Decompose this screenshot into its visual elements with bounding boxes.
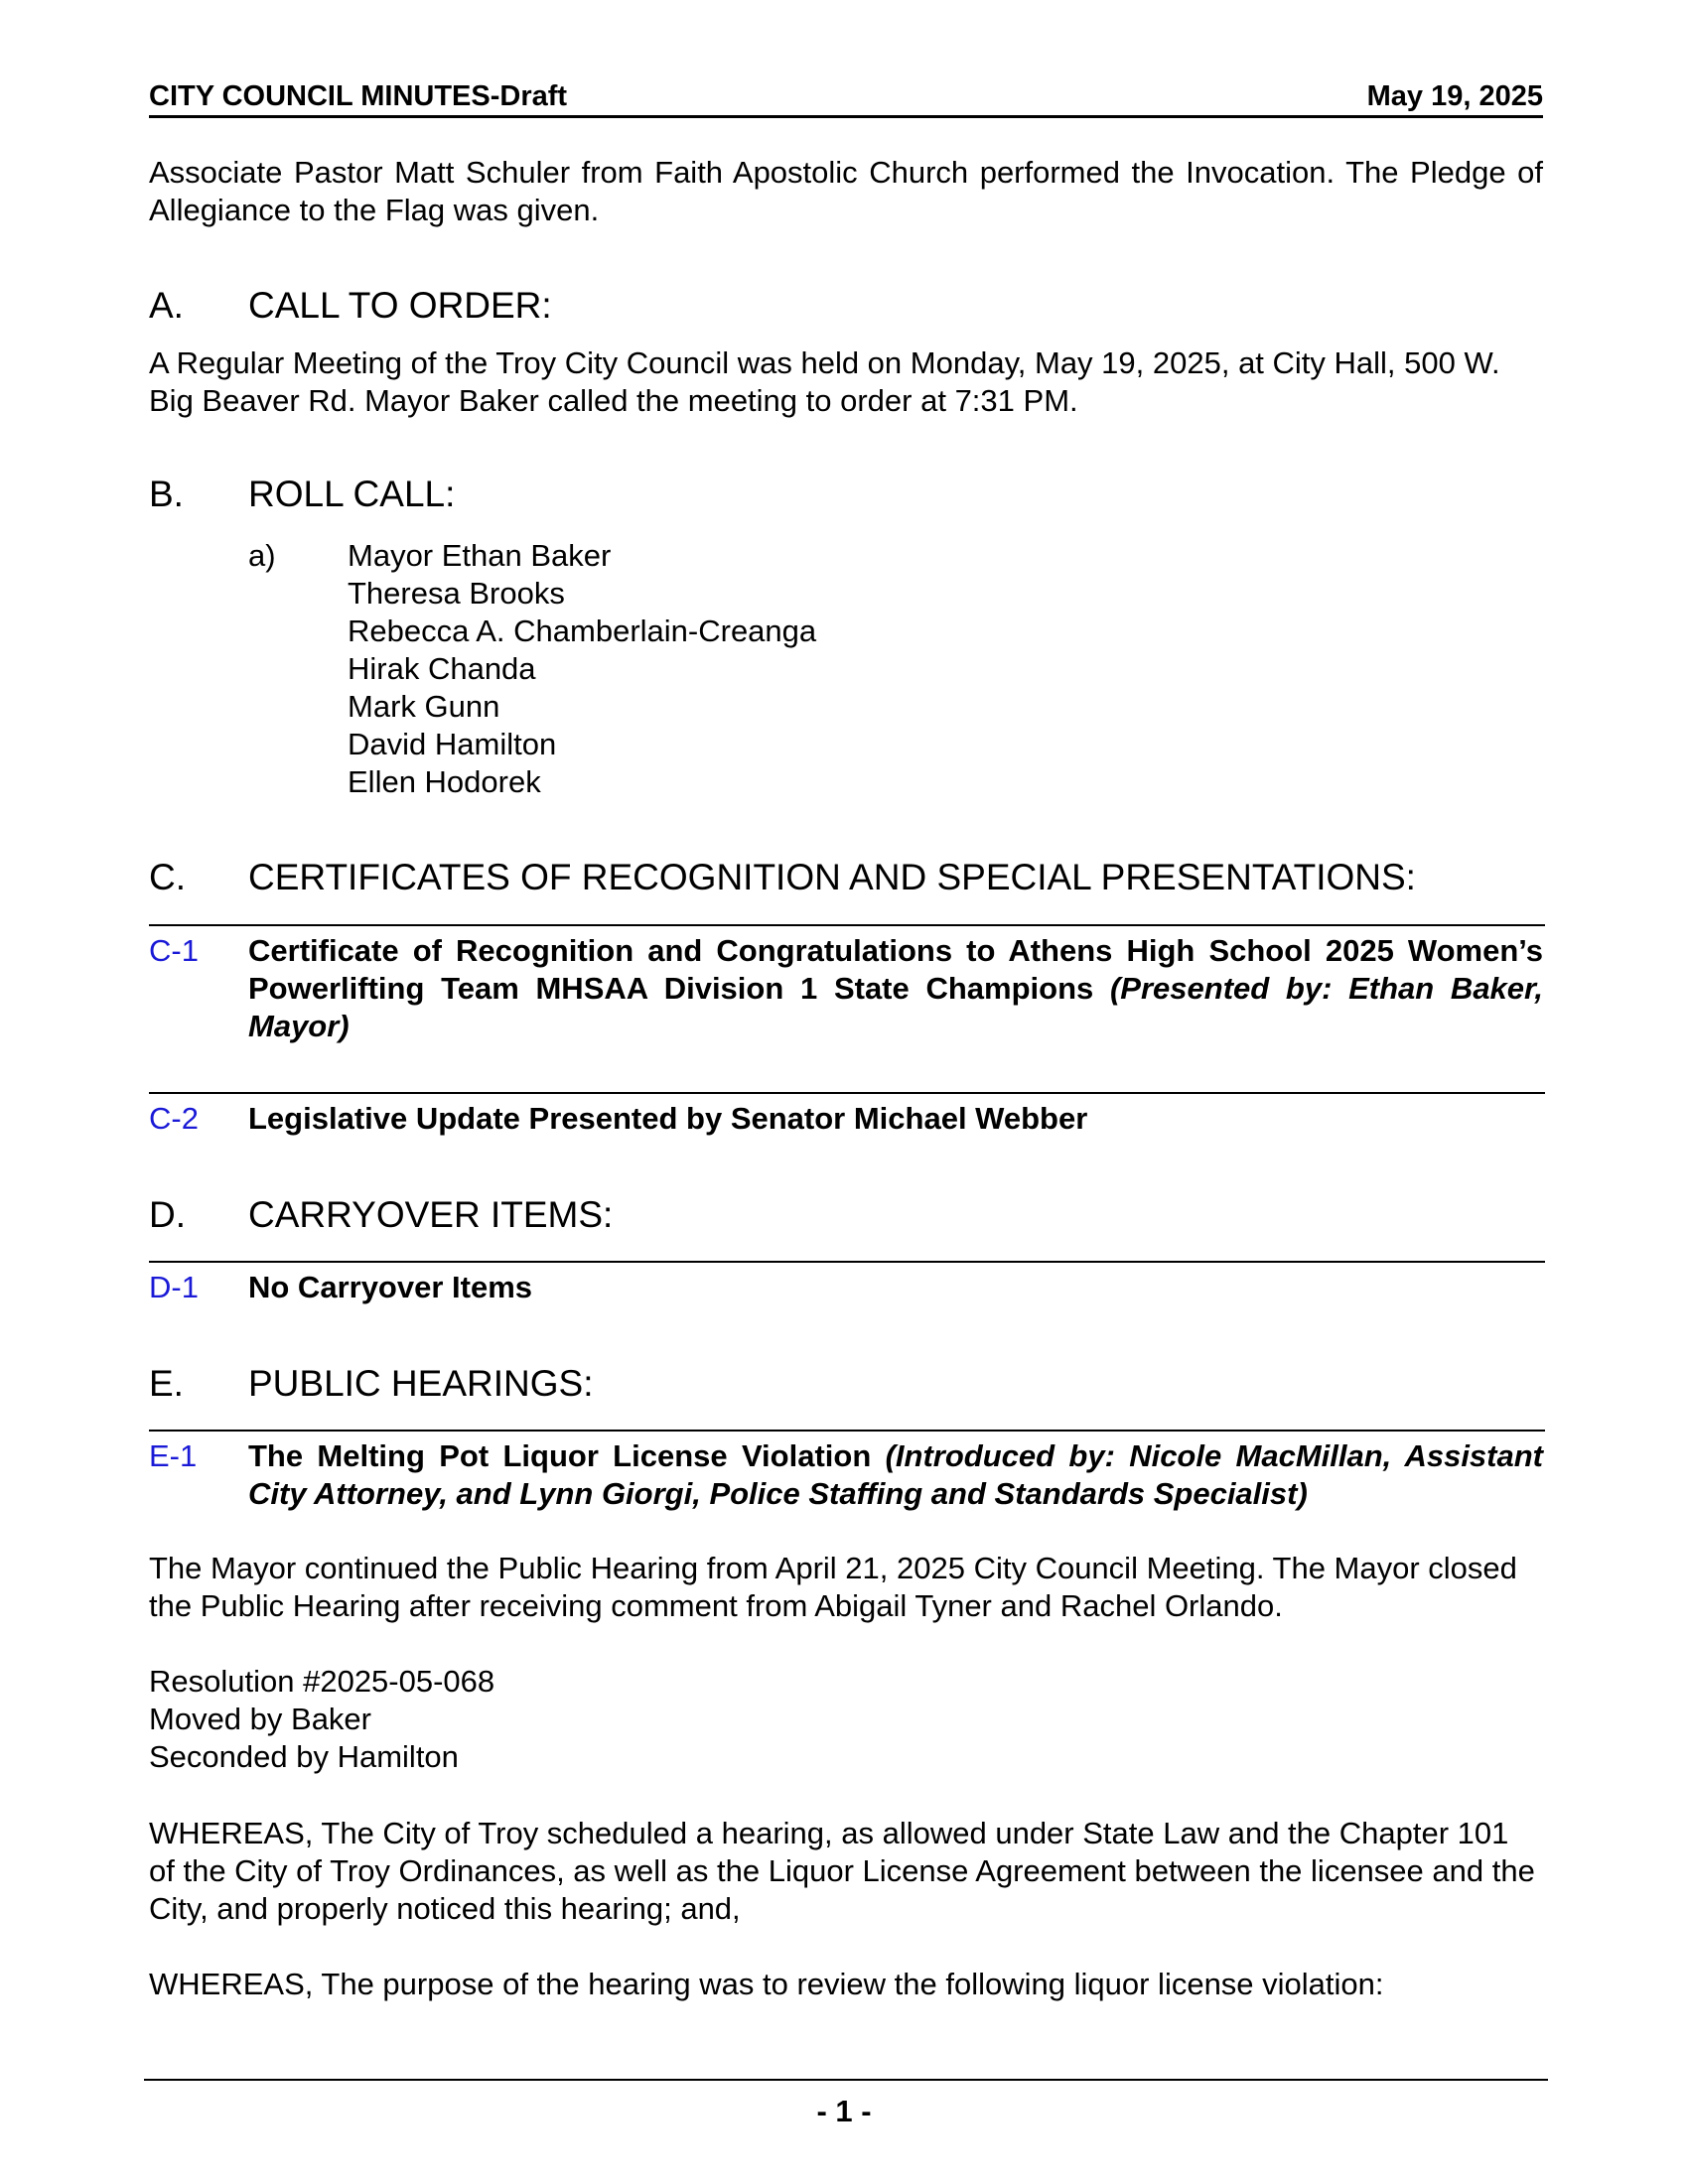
- item-divider: [149, 1430, 1545, 1432]
- section-letter: C.: [149, 857, 186, 897]
- section-a-heading: [149, 284, 1543, 328]
- roll-call-member: Rebecca A. Chamberlain-Creanga: [348, 614, 817, 648]
- item-code-d1: D-1: [149, 1270, 199, 1304]
- header-title: CITY COUNCIL MINUTES-Draft: [149, 80, 568, 112]
- item-code-c2: C-2: [149, 1101, 199, 1136]
- item-title: The Melting Pot Liquor License Violation: [248, 1438, 872, 1473]
- intro-paragraph: Associate Pastor Matt Schuler from Faith Apostolic Church performed the Invocation. The Pledge of Allegiance to the Flag was given.: [149, 155, 1543, 227]
- whereas-paragraph: WHEREAS, The City of Troy scheduled a hearing, as allowed under State Law and the Chapter 101 of the City of Troy Ordinances, as well as the Liquor License Agreement between the licensee and the City, and properly noticed this hearing; and,: [149, 1816, 1535, 1926]
- item-divider: [149, 924, 1545, 926]
- item-d1: [248, 1269, 1543, 1306]
- section-d-heading: [149, 1193, 1543, 1237]
- section-title: ROLL CALL:: [248, 474, 456, 514]
- roll-call-member: Mark Gunn: [348, 689, 500, 724]
- roll-call-member: David Hamilton: [348, 727, 557, 761]
- roll-call-list: [348, 537, 816, 801]
- section-letter: B.: [149, 474, 184, 514]
- resolution-number: Resolution #2025-05-068: [149, 1664, 495, 1699]
- item-e1: [248, 1437, 1543, 1513]
- section-title: CARRYOVER ITEMS:: [248, 1194, 614, 1235]
- item-c2: [248, 1100, 1543, 1138]
- section-c-heading: [149, 856, 1543, 899]
- item-c1: [248, 932, 1543, 1045]
- resolution-seconded: Seconded by Hamilton: [149, 1739, 459, 1774]
- roll-call-member: Ellen Hodorek: [348, 764, 541, 799]
- section-title: CALL TO ORDER:: [248, 285, 552, 326]
- item-code-e1: E-1: [149, 1438, 198, 1473]
- hearing-paragraph: The Mayor continued the Public Hearing from April 21, 2025 City Council Meeting. The Mayor closed the Public Hearing after receiving comment from Abigail Tyner and Rachel Orlando.: [149, 1551, 1517, 1623]
- page-number: - 1 -: [816, 2094, 872, 2128]
- roll-call-marker: a): [248, 538, 276, 573]
- item-divider: [149, 1261, 1545, 1263]
- section-e-heading: [149, 1362, 1543, 1406]
- item-divider: [149, 1092, 1545, 1094]
- section-letter: D.: [149, 1194, 186, 1235]
- section-title: CERTIFICATES OF RECOGNITION AND SPECIAL PRESENTATIONS:: [248, 857, 1416, 897]
- page-header: [149, 79, 1543, 118]
- item-title: Certificate of Recognition and Congratulations to Athens High School 2025 Women’s Powerlifting Team MHSAA Division 1 State Champions: [248, 933, 1543, 1006]
- section-letter: E.: [149, 1363, 184, 1404]
- item-title: No Carryover Items: [248, 1270, 533, 1304]
- item-presenter: (Introduced by: Nicole MacMillan, Assistant City Attorney, and Lynn Giorgi, Police Staffing and Standards Specialist): [248, 1438, 1543, 1511]
- header-date: May 19, 2025: [1366, 80, 1543, 112]
- resolution-moved: Moved by Baker: [149, 1702, 371, 1736]
- item-presenter: (Presented by: Ethan Baker, Mayor): [248, 971, 1544, 1043]
- whereas-paragraph: WHEREAS, The purpose of the hearing was to review the following liquor license violation:: [149, 1967, 1384, 2001]
- roll-call-member: Hirak Chanda: [348, 651, 536, 686]
- section-letter: A.: [149, 285, 184, 326]
- section-b-heading: [149, 473, 1543, 516]
- roll-call-member: Mayor Ethan Baker: [348, 538, 612, 573]
- call-to-order-paragraph: A Regular Meeting of the Troy City Council was held on Monday, May 19, 2025, at City Hall, 500 W. Big Beaver Rd. Mayor Baker called the meeting to order at 7:31 PM.: [149, 345, 1500, 418]
- roll-call-member: Theresa Brooks: [348, 576, 565, 611]
- item-title: Legislative Update Presented by Senator Michael Webber: [248, 1101, 1088, 1136]
- footer-divider: [144, 2079, 1548, 2081]
- section-title: PUBLIC HEARINGS:: [248, 1363, 594, 1404]
- item-code-c1: C-1: [149, 933, 199, 968]
